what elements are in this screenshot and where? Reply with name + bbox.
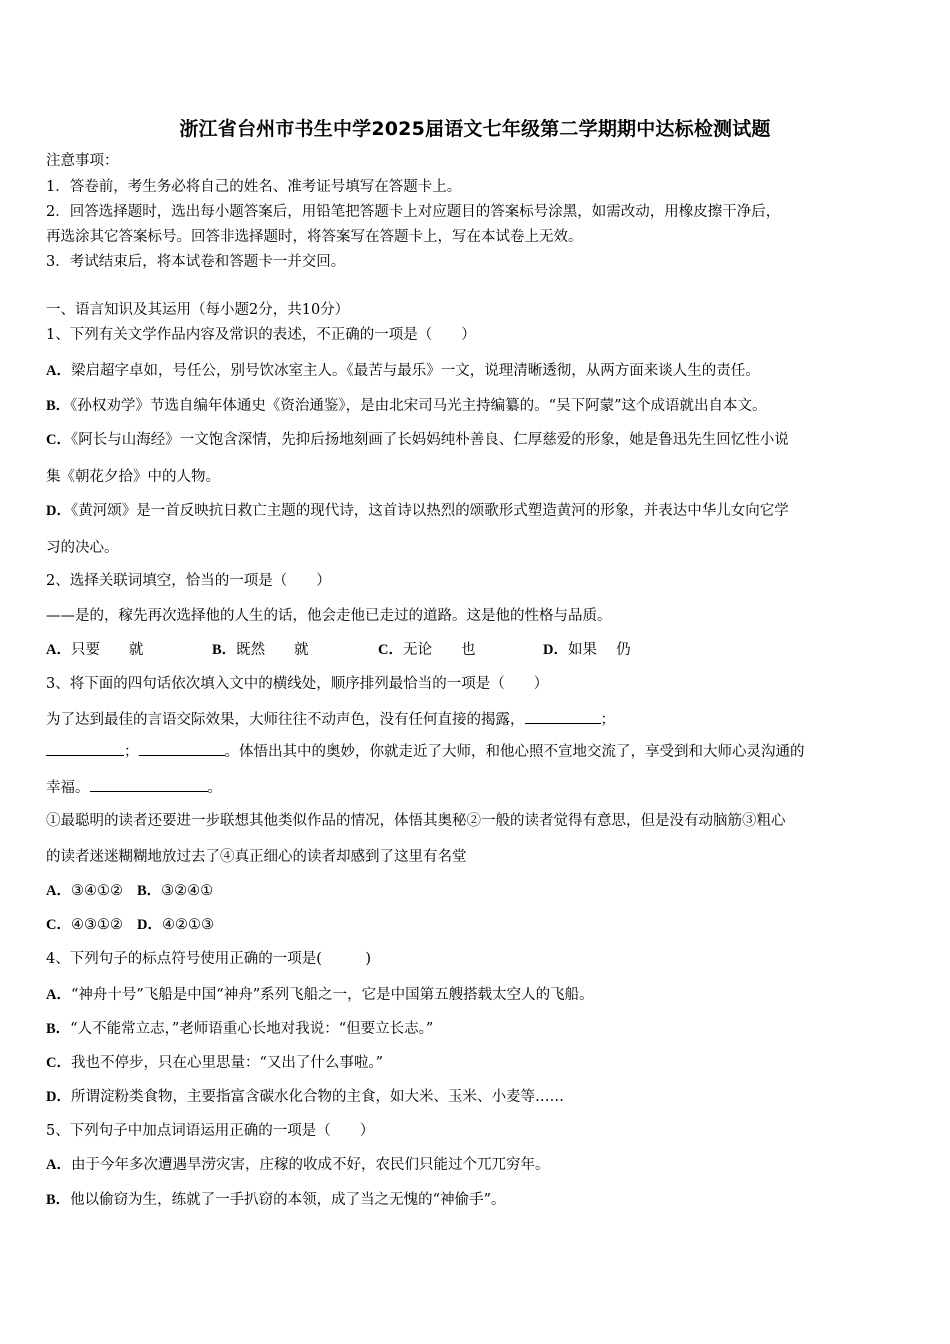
answer-blank-4[interactable] (90, 777, 208, 792)
question-1-option-c-cont: 集《朝花夕拾》中的人物。 (46, 469, 220, 485)
option-letter: A． (46, 642, 71, 658)
option-letter: B． (212, 642, 237, 658)
question-2-sentence: ——是的，稼先再次选择他的人生的话，他会走他已走过的道路。这是他的性格与品质。 (46, 608, 612, 624)
question-3-text-line-3 (46, 777, 222, 798)
option-text: 我也不停步，只在心里思量：“又出了什么事啦。” (70, 1055, 384, 1071)
option-text: ④②①③ (161, 917, 214, 933)
option-text: 如果 仍 (567, 642, 631, 658)
option-text: “神舟十号”飞船是中国“神舟”系列飞船之一，它是中国第五艘搭载太空人的飞船。 (70, 987, 594, 1003)
question-3-text-line-2 (46, 741, 805, 762)
notice-item-1: 1．答卷前，考生务必将自己的姓名、准考证号填写在答题卡上。 (46, 179, 462, 195)
option-text: 《阿长与山海经》一文饱含深情，先抑后扬地刻画了长妈妈纯朴善良、仁厚慈爱的形象，她是鲁迅先生回忆性小说 (70, 432, 789, 448)
punctuation: ； (600, 712, 615, 728)
question-2-option-b (212, 640, 309, 660)
question-2-stem: 2、选择关联词填空，恰当的一项是（ ） (46, 573, 331, 589)
answer-blank-3[interactable] (139, 741, 225, 756)
option-letter: C． (378, 642, 403, 658)
question-1-option-b (46, 396, 767, 416)
question-4-stem: 4、下列句子的标点符号使用正确的一项是( ) (46, 951, 372, 967)
page-title: 浙江省台州市书生中学2025届语文七年级第二学期期中达标检测试题 (179, 118, 771, 140)
question-5-stem: 5、下列句子中加点词语运用正确的一项是（ ） (46, 1123, 375, 1139)
option-letter: C． (46, 432, 71, 448)
question-3-sentences-line-2: 的读者迷迷糊糊地放过去了④真正细心的读者却感到了这里有名堂 (46, 849, 467, 865)
passage-text: 为了达到最佳的言语交际效果，大师往往不动声色，没有任何直接的揭露， (46, 712, 525, 728)
section-heading: 一、语言知识及其运用（每小题2分，共10分） (46, 302, 350, 318)
question-3-text-line-1 (46, 709, 615, 730)
question-4-option-b (46, 1019, 433, 1039)
question-2-option-d (543, 640, 631, 660)
question-3-sentences-line-1: ①最聪明的读者还要进一步联想其他类似作品的情况，体悟其奥秘②一般的读者觉得有意思，但是没有动脑筋③粗心 (46, 813, 786, 829)
option-text: 他以偷窃为生，练就了一手扒窃的本领，成了当之无愧的“神偷手”。 (70, 1192, 506, 1208)
question-3-stem: 3、将下面的四句话依次填入文中的横线处，顺序排列最恰当的一项是（ ） (46, 676, 549, 692)
notice-item-3: 3．考试结束后，将本试卷和答题卡一并交回。 (46, 254, 346, 270)
option-text: 《孙权劝学》节选自编年体通史《资治通鉴》，是由北宋司马光主持编纂的。“吴下阿蒙”这个成语就出自本文。 (70, 398, 767, 414)
option-text: 只要 就 (70, 642, 144, 658)
question-3-options-row-1 (46, 881, 213, 901)
punctuation: 。 (207, 780, 222, 796)
option-letter: B． (46, 398, 71, 414)
option-letter: B． (46, 1021, 71, 1037)
option-text: 由于今年多次遭遇旱涝灾害，庄稼的收成不好，农民们只能过个兀兀穷年。 (70, 1157, 550, 1173)
option-letter: A． (46, 987, 71, 1003)
option-text: 既然 就 (236, 642, 309, 658)
question-3-options-row-2 (46, 915, 214, 935)
question-4-option-a (46, 985, 594, 1005)
notice-heading: 注意事项： (46, 153, 119, 169)
notice-item-2-line-2: 再选涂其它答案标号。回答非选择题时，将答案写在答题卡上，写在本试卷上无效。 (46, 229, 583, 245)
question-1-option-d (46, 501, 789, 521)
option-letter: D． (46, 503, 71, 519)
passage-text: 。体悟出其中的奥妙，你就走近了大师，和他心照不宣地交流了，享受到和大师心灵沟通的 (224, 744, 805, 760)
option-text: 《黄河颂》是一首反映抗日救亡主题的现代诗，这首诗以热烈的颂歌形式塑造黄河的形象，并表达中华儿女向它学 (70, 503, 789, 519)
option-text: 梁启超字卓如，号任公，别号饮冰室主人。《最苦与最乐》一文，说理清晰透彻，从两方面来谈人生的责任。 (70, 363, 760, 379)
question-2-option-c (378, 640, 475, 660)
option-text: ③②④① (161, 883, 214, 899)
notice-item-2-line-1: 2．回答选择题时，选出每小题答案后，用铅笔把答题卡上对应题目的答案标号涂黑，如需改动，用橡皮擦干净后， (46, 204, 781, 220)
option-letter: C． (46, 917, 71, 933)
option-letter: A． (46, 883, 71, 899)
question-5-option-b (46, 1190, 506, 1210)
option-text: 所谓淀粉类食物，主要指富含碳水化合物的主食，如大米、玉米、小麦等…… (70, 1089, 564, 1105)
option-letter: B． (136, 883, 162, 899)
option-letter: A． (46, 1157, 71, 1173)
option-letter: C． (46, 1055, 71, 1071)
option-text: 无论 也 (402, 642, 476, 658)
passage-text: 幸福。 (46, 780, 90, 796)
question-1-option-c (46, 430, 789, 450)
question-4-option-d (46, 1087, 564, 1107)
option-letter: D． (136, 917, 162, 933)
question-2-option-a (46, 640, 143, 660)
answer-blank-2[interactable] (46, 741, 124, 756)
question-1-option-d-cont: 习的决心。 (46, 540, 119, 556)
question-1-stem: 1、下列有关文学作品内容及常识的表述，不正确的一项是（ ） (46, 327, 476, 343)
question-4-option-c (46, 1053, 383, 1073)
answer-blank-1[interactable] (525, 709, 601, 724)
question-1-option-a (46, 361, 760, 381)
option-letter: D． (543, 642, 568, 658)
option-text: ③④①② (70, 883, 123, 899)
option-letter: A． (46, 363, 71, 379)
option-letter: D． (46, 1089, 71, 1105)
option-text: ④③①② (70, 917, 123, 933)
option-text: “人不能常立志，”老师语重心长地对我说：“但要立长志。” (70, 1021, 434, 1037)
question-5-option-a (46, 1155, 549, 1175)
option-letter: B． (46, 1192, 71, 1208)
punctuation: ； (124, 744, 139, 760)
